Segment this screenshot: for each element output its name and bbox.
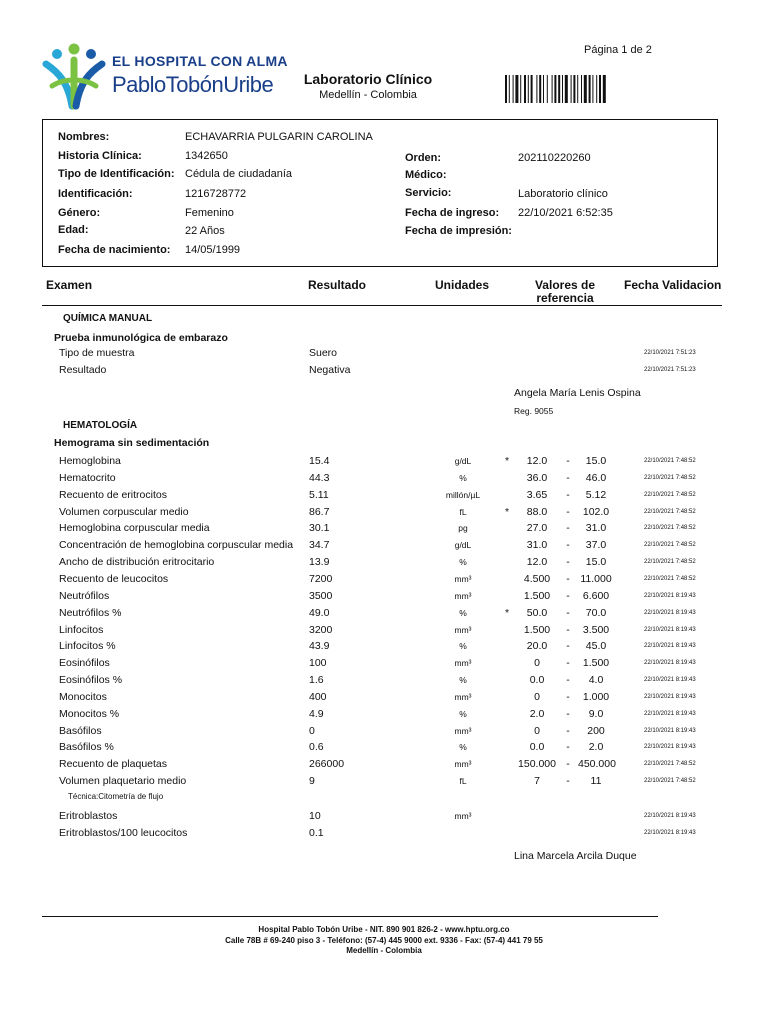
col-valores-1: Valores de: [534, 278, 596, 292]
validation-date: 22/10/2021 8:19:43: [644, 609, 696, 616]
exam-result: Suero: [309, 347, 338, 359]
exam-name: Eosinófilos: [59, 657, 110, 670]
exam-unit: millón/µL: [445, 489, 481, 500]
ref-min: 31.0: [526, 539, 548, 552]
exam-unit: mm³: [454, 624, 472, 635]
value-nacimiento: 14/05/1999: [185, 244, 241, 256]
ref-min: 50.0: [526, 606, 548, 619]
table-row: [0, 607, 768, 624]
validation-date: 22/10/2021 7:48:52: [644, 778, 696, 785]
validation-date: 22/10/2021 8:19:43: [644, 592, 696, 599]
validation-date: 22/10/2021 8:19:43: [644, 660, 696, 667]
exam-name: Recuento de eritrocitos: [59, 488, 167, 501]
logo-figures-icon: [38, 42, 110, 114]
out-of-range-flag: *: [505, 455, 510, 467]
exam-name: Linfocitos: [59, 623, 104, 636]
value-orden: 202110220260: [518, 152, 591, 164]
label-nacimiento: Fecha de nacimiento:: [58, 244, 171, 256]
exam-name: Eritroblastos: [59, 810, 118, 822]
exam-name: Hematocrito: [59, 471, 116, 484]
exam-name: Eosinófilos %: [59, 674, 123, 687]
ref-separator: -: [566, 505, 570, 518]
exam-result: 266000: [309, 758, 345, 771]
validation-date: 22/10/2021 8:19:43: [644, 744, 696, 751]
label-orden: Orden:: [405, 152, 442, 164]
ref-separator: -: [566, 640, 570, 653]
exam-name: Hemoglobina: [59, 455, 121, 467]
ref-separator: -: [566, 623, 570, 636]
exam-result: 0.6: [309, 741, 324, 754]
validation-date: 22/10/2021 7:48:52: [644, 761, 696, 768]
table-row: [0, 725, 768, 742]
ref-separator: -: [566, 657, 570, 670]
exam-result: 5.11: [309, 488, 329, 501]
ref-max: 450.000: [578, 758, 616, 771]
value-nombres: ECHAVARRIA PULGARIN CAROLINA: [185, 131, 373, 143]
ref-max: 6.600: [582, 589, 610, 602]
exam-unit: g/dL: [454, 456, 472, 466]
table-row: [0, 827, 768, 844]
test-hemograma: Hemograma sin sedimentación: [54, 437, 210, 449]
label-nombres: Nombres:: [58, 131, 110, 143]
validation-date: 22/10/2021 8:19:43: [644, 677, 696, 684]
ref-separator: -: [566, 724, 570, 737]
ref-min: 1.500: [523, 623, 551, 636]
ref-min: 36.0: [526, 471, 548, 484]
logo-tagline: EL HOSPITAL CON ALMA: [112, 53, 288, 69]
exam-result: 15.4: [309, 455, 330, 467]
ref-max: 11.000: [580, 572, 612, 585]
ref-separator: -: [566, 522, 570, 535]
ref-max: 200: [587, 724, 605, 737]
validation-date: 22/10/2021 8:19:43: [644, 813, 696, 819]
table-row: [0, 573, 768, 590]
section-hematologia: HEMATOLOGÍA: [63, 420, 138, 431]
exam-result: 43.9: [309, 640, 330, 653]
exam-unit: mm³: [454, 691, 472, 702]
table-row: [0, 347, 768, 364]
ref-max: 3.500: [582, 623, 610, 636]
col-resultado: Resultado: [308, 278, 367, 292]
footer-line-1: Hospital Pablo Tobón Uribe - NIT. 890 901 826-2 - www.hptu.org.co: [258, 925, 510, 934]
exam-result: 3500: [309, 589, 333, 602]
test-embarazo: Prueba inmunológica de embarazo: [54, 332, 228, 344]
ref-min: 1.500: [523, 589, 551, 602]
table-row: [0, 455, 768, 472]
table-row: [0, 741, 768, 758]
validation-date: 22/10/2021 8:19:43: [644, 693, 696, 700]
ref-min: 88.0: [526, 505, 548, 518]
out-of-range-flag: *: [505, 505, 510, 518]
exam-name: Monocitos: [59, 690, 107, 703]
exam-unit: %: [459, 742, 467, 753]
ref-min: 0.0: [529, 741, 545, 754]
ref-max: 4.0: [588, 674, 604, 687]
ref-separator: -: [566, 741, 570, 754]
validation-date: 22/10/2021 7:48:52: [644, 458, 696, 464]
footer-divider: [42, 916, 658, 917]
exam-unit: mm³: [454, 811, 472, 821]
exam-name: Recuento de plaquetas: [59, 758, 167, 771]
exam-name: Neutrófilos: [59, 589, 110, 602]
exam-name: Recuento de leucocitos: [59, 572, 169, 585]
table-row: [0, 489, 768, 506]
exam-name: Neutrófilos %: [59, 606, 122, 619]
footer-line-3: Medellín - Colombia: [346, 946, 422, 955]
ref-separator: -: [566, 589, 570, 602]
exam-unit: mm³: [454, 573, 472, 584]
validation-date: 22/10/2021 7:51:23: [644, 367, 696, 373]
label-historia: Historia Clínica:: [58, 150, 142, 162]
ref-max: 2.0: [588, 741, 604, 754]
footer: [0, 925, 768, 957]
ref-max: 1.500: [582, 657, 610, 670]
exam-unit: mm³: [454, 759, 472, 770]
exam-name: Volumen corpuscular medio: [59, 505, 189, 518]
ref-min: 27.0: [526, 522, 548, 535]
table-row: [0, 657, 768, 674]
ref-separator: -: [566, 471, 570, 484]
table-row: [0, 539, 768, 556]
exam-name: Basófilos %: [59, 741, 114, 754]
ref-separator: -: [566, 775, 570, 788]
table-row: [0, 775, 768, 792]
logo-name: PabloTobónUribe: [112, 72, 274, 97]
ref-min: 0: [534, 724, 540, 737]
exam-result: 1.6: [309, 674, 324, 687]
validation-date: 22/10/2021 7:48:52: [644, 491, 696, 498]
validation-date: 22/10/2021 7:48:52: [644, 542, 696, 549]
exam-name: Tipo de muestra: [59, 347, 135, 359]
exam-name: Linfocitos %: [59, 640, 116, 653]
ref-separator: -: [566, 556, 570, 569]
table-row: [0, 708, 768, 725]
validation-date: 22/10/2021 8:19:43: [644, 643, 696, 650]
col-examen: Examen: [46, 278, 93, 292]
exam-unit: %: [459, 708, 467, 719]
ref-min: 0: [534, 690, 540, 703]
ref-min: 150.000: [518, 758, 556, 771]
exam-result: 7200: [309, 572, 333, 585]
table-row: [0, 691, 768, 708]
table-row: [0, 624, 768, 641]
patient-info-box: [42, 119, 718, 267]
ref-max: 45.0: [585, 640, 607, 653]
exam-unit: %: [459, 472, 467, 483]
col-valores-2: referencia: [536, 291, 594, 305]
table-row: [0, 556, 768, 573]
exam-name: Eritroblastos/100 leucocitos: [59, 827, 188, 839]
page-title: Laboratorio Clínico: [303, 71, 433, 87]
ref-separator: -: [566, 488, 570, 501]
ref-max: 46.0: [585, 471, 607, 484]
exam-result: 44.3: [309, 471, 330, 484]
label-genero: Género:: [58, 207, 101, 219]
label-id: Identificación:: [58, 188, 133, 200]
exam-name: Monocitos %: [59, 707, 120, 720]
ref-min: 12.0: [526, 455, 548, 467]
ref-max: 31.0: [585, 522, 607, 535]
value-edad: 22 Años: [185, 225, 225, 237]
exam-unit: %: [459, 675, 467, 686]
footer-line-2: Calle 78B # 69-240 piso 3 - Teléfono: (57-4) 445 9000 ext. 9336 - Fax: (57-4) 441 79 55: [225, 935, 543, 945]
col-unidades: Unidades: [435, 278, 490, 292]
col-fecha: Fecha Validacion: [624, 278, 722, 292]
ref-max: 15.0: [585, 556, 607, 569]
ref-min: 0.0: [529, 674, 545, 687]
validation-date: 22/10/2021 7:48:52: [644, 474, 696, 481]
exam-unit: mm³: [454, 725, 472, 736]
ref-min: 2.0: [529, 707, 545, 720]
exam-result: 0.1: [309, 827, 324, 839]
table-row: [0, 640, 768, 657]
section-quimica: QUÍMICA MANUAL: [63, 313, 153, 324]
exam-name: Hemoglobina corpuscular media: [59, 522, 210, 535]
label-tipo-id: Tipo de Identificación:: [58, 168, 175, 180]
ref-separator: -: [566, 674, 570, 687]
exam-name: Basófilos: [59, 724, 102, 737]
exam-result: 3200: [309, 623, 333, 636]
ref-min: 7: [534, 775, 540, 788]
ref-max: 70.0: [585, 606, 607, 619]
ref-min: 4.500: [523, 572, 551, 585]
ref-max: 9.0: [588, 707, 604, 720]
ref-max: 102.0: [582, 505, 610, 518]
exam-unit: g/dL: [454, 540, 472, 551]
exam-name: Ancho de distribución eritrocitario: [59, 556, 215, 569]
exam-unit: %: [459, 607, 467, 618]
validation-date: 22/10/2021 7:48:52: [644, 508, 696, 515]
table-row: [0, 674, 768, 691]
validation-date: 22/10/2021 8:19:43: [644, 830, 696, 836]
ref-separator: -: [566, 758, 570, 771]
signer-hematologia: Lina Marcela Arcila Duque: [514, 850, 637, 862]
value-servicio: Laboratorio clínico: [518, 188, 608, 200]
validation-date: 22/10/2021 8:19:43: [644, 626, 696, 633]
ref-max: 5.12: [585, 488, 607, 501]
table-row: [0, 810, 768, 827]
ref-separator: -: [566, 572, 570, 585]
value-genero: Femenino: [185, 207, 234, 219]
ref-max: 15.0: [585, 455, 607, 467]
exam-unit: pg: [458, 523, 468, 534]
exam-result: 4.9: [309, 707, 324, 720]
value-historia: 1342650: [185, 150, 228, 162]
label-servicio: Servicio:: [405, 187, 452, 199]
validation-date: 22/10/2021 7:51:23: [644, 350, 696, 356]
exam-result: 86.7: [309, 505, 330, 518]
signer-quimica: Angela María Lenis Ospina: [514, 387, 641, 399]
page-subtitle: Medellín - Colombia: [319, 89, 417, 101]
table-row: [0, 364, 768, 381]
exam-name: Resultado: [59, 364, 107, 376]
exam-result: Negativa: [309, 364, 351, 376]
exam-result: 30.1: [309, 522, 330, 535]
exam-result: 100: [309, 657, 327, 670]
ref-min: 0: [534, 657, 540, 670]
validation-date: 22/10/2021 7:48:52: [644, 525, 696, 532]
barcode-icon: [505, 75, 635, 107]
table-row: [0, 522, 768, 539]
exam-unit: fL: [459, 506, 467, 517]
label-ingreso: Fecha de ingreso:: [405, 207, 500, 219]
value-tipo-id: Cédula de ciudadanía: [185, 168, 293, 180]
exam-unit: %: [459, 641, 467, 652]
exam-name: Concentración de hemoglobina corpuscular media: [59, 539, 294, 552]
table-row: [0, 590, 768, 607]
exam-unit: fL: [459, 776, 467, 787]
exam-result: 0: [309, 724, 315, 737]
out-of-range-flag: *: [505, 606, 510, 619]
validation-date: 22/10/2021 8:19:43: [644, 710, 696, 717]
ref-max: 11: [590, 775, 602, 788]
table-row: [0, 472, 768, 489]
ref-min: 12.0: [526, 556, 548, 569]
validation-date: 22/10/2021 7:48:52: [644, 575, 696, 582]
table-row: [0, 506, 768, 523]
ref-max: 1.000: [582, 690, 610, 703]
value-ingreso: 22/10/2021 6:52:35: [518, 207, 613, 219]
exam-unit: %: [459, 557, 467, 568]
exam-name: Volumen plaquetario medio: [59, 775, 187, 788]
ref-separator: -: [566, 707, 570, 720]
table-row: [0, 758, 768, 775]
label-medico: Médico:: [405, 169, 447, 181]
exam-result: 10: [309, 810, 321, 822]
page-number: Página 1 de 2: [584, 44, 652, 56]
exam-result: 400: [309, 690, 327, 703]
ref-separator: -: [566, 690, 570, 703]
ref-separator: -: [566, 539, 570, 552]
signer-reg: Reg. 9055: [514, 406, 554, 416]
ref-separator: -: [566, 455, 570, 467]
ref-min: 20.0: [526, 640, 548, 653]
exam-result: 34.7: [309, 539, 330, 552]
exam-unit: mm³: [454, 658, 472, 669]
ref-separator: -: [566, 606, 570, 619]
ref-min: 3.65: [526, 488, 548, 501]
label-edad: Edad:: [58, 224, 89, 236]
exam-result: 49.0: [309, 606, 330, 619]
value-id: 1216728772: [185, 188, 247, 200]
exam-unit: mm³: [454, 590, 472, 601]
technique-note: Técnica:Citometría de flujo: [68, 792, 164, 801]
exam-result: 13.9: [309, 556, 330, 569]
ref-max: 37.0: [585, 539, 607, 552]
header-divider: [42, 305, 722, 306]
label-impresion: Fecha de impresión:: [405, 225, 512, 237]
validation-date: 22/10/2021 8:19:43: [644, 727, 696, 734]
validation-date: 22/10/2021 7:48:52: [644, 559, 696, 566]
exam-result: 9: [309, 775, 315, 788]
